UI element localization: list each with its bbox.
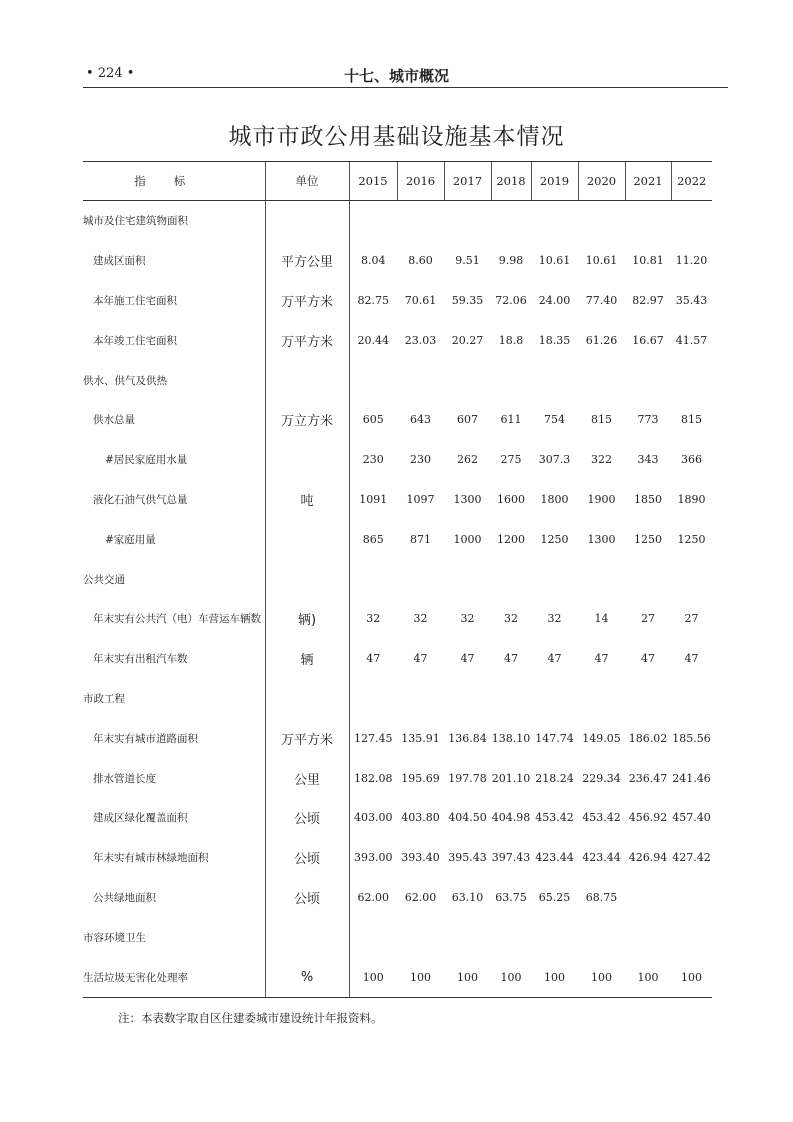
- cell-value: 8.60: [408, 254, 433, 268]
- cell-value: [397, 559, 444, 599]
- cell-value: 9.51: [455, 254, 480, 268]
- header-year: 2015: [349, 162, 397, 201]
- cell-value: [444, 360, 491, 400]
- cell-value: 18.8: [498, 333, 524, 347]
- cell-value: 1850: [634, 492, 662, 506]
- cell-value: 63.75: [495, 890, 527, 904]
- cell-value: 404.50: [448, 811, 487, 825]
- table-row: [83, 758, 712, 798]
- cell-value: 100: [671, 957, 712, 997]
- header-year: 2020: [578, 162, 625, 201]
- row-label: 年末实有城市林绿地面积: [93, 852, 209, 865]
- cell-value: 197.78: [448, 771, 487, 785]
- cell-value: 322: [591, 453, 612, 467]
- cell-value: [671, 679, 712, 719]
- cell-value: [578, 679, 625, 719]
- cell-value: [531, 360, 578, 400]
- row-unit: [265, 360, 349, 400]
- row-unit: 公顷: [265, 798, 349, 838]
- row-unit: 万平方米: [265, 281, 349, 321]
- cell-value: 16.67: [632, 333, 664, 347]
- cell-value: [531, 679, 578, 719]
- cell-value: [491, 917, 531, 957]
- row-unit: [265, 519, 349, 559]
- cell-value: [625, 917, 671, 957]
- cell-value: 230: [349, 440, 397, 480]
- row-label: 城市及住宅建筑物面积: [83, 215, 188, 228]
- row-unit: 辆): [265, 599, 349, 639]
- row-label: 市政工程: [83, 692, 125, 705]
- cell-value: [578, 917, 625, 957]
- table-row: [83, 639, 712, 679]
- chapter-header: 十七、城市概况: [343, 67, 449, 85]
- cell-value: 10.61: [538, 254, 571, 268]
- cell-value: 100: [625, 957, 671, 997]
- cell-value: 68.75: [585, 890, 618, 904]
- cell-value: 24.00: [538, 293, 571, 307]
- cell-value: 70.61: [404, 293, 437, 307]
- row-unit: [265, 679, 349, 719]
- cell-value: [625, 360, 671, 400]
- cell-value: 62.00: [404, 890, 437, 904]
- header-year: 2021: [625, 162, 671, 201]
- cell-value: 82.97: [632, 293, 664, 307]
- cell-value: [349, 679, 397, 719]
- cell-value: 11.20: [675, 254, 708, 268]
- cell-value: 1890: [677, 492, 706, 506]
- cell-value: 47: [349, 639, 397, 679]
- row-unit: 公顷: [265, 878, 349, 918]
- infrastructure-table: [83, 161, 712, 998]
- row-label: 排水管道长度: [93, 772, 156, 785]
- cell-value: 47: [504, 652, 518, 666]
- table-row: [83, 360, 712, 400]
- cell-value: 1250: [540, 532, 569, 546]
- cell-value: 10.81: [632, 254, 664, 268]
- cell-value: 47: [641, 652, 655, 666]
- cell-value: [349, 201, 397, 241]
- cell-value: 27: [684, 612, 699, 626]
- cell-value: 127.45: [349, 718, 397, 758]
- cell-value: 149.05: [582, 731, 621, 745]
- cell-value: [625, 878, 671, 918]
- cell-value: [444, 201, 491, 241]
- cell-value: 32: [413, 612, 428, 626]
- cell-value: 262: [457, 453, 478, 467]
- cell-value: [531, 201, 578, 241]
- cell-value: 32: [460, 612, 475, 626]
- row-label: 供水、供气及供热: [83, 374, 167, 387]
- cell-value: [444, 559, 491, 599]
- cell-value: 343: [637, 453, 659, 467]
- cell-value: 32: [547, 612, 562, 626]
- cell-value: 135.91: [401, 731, 440, 745]
- header-year: 2016: [397, 162, 444, 201]
- cell-value: 32: [349, 599, 397, 639]
- row-unit: [265, 201, 349, 241]
- cell-value: 77.40: [585, 293, 618, 307]
- table-row: [83, 400, 712, 440]
- header-indicator: 指标: [83, 162, 265, 201]
- table-row: [83, 241, 712, 281]
- cell-value: 136.84: [448, 731, 487, 745]
- cell-value: 865: [349, 519, 397, 559]
- cell-value: 307.3: [538, 453, 571, 467]
- row-unit: 公顷: [265, 838, 349, 878]
- row-unit: 辆: [265, 639, 349, 679]
- row-unit: 公里: [265, 758, 349, 798]
- cell-value: 201.10: [491, 771, 531, 785]
- cell-value: 185.56: [672, 731, 711, 745]
- cell-value: [444, 917, 491, 957]
- header-row: [83, 162, 712, 201]
- cell-value: 366: [681, 453, 702, 467]
- cell-value: 63.10: [451, 890, 484, 904]
- cell-value: 20.44: [349, 320, 397, 360]
- table-row: [83, 957, 712, 997]
- cell-value: 230: [410, 453, 431, 467]
- header-year: 2022: [671, 162, 712, 201]
- header-year: 2017: [444, 162, 491, 201]
- row-label: 公共绿地面积: [93, 891, 156, 904]
- cell-value: 871: [410, 532, 431, 546]
- cell-value: 403.80: [401, 811, 440, 825]
- cell-value: 1300: [453, 492, 482, 506]
- cell-value: 18.35: [538, 333, 571, 347]
- cell-value: 1097: [406, 492, 435, 506]
- row-unit: 平方公里: [265, 241, 349, 281]
- cell-value: [349, 360, 397, 400]
- cell-value: 393.00: [349, 838, 397, 878]
- row-label: 市容环境卫生: [83, 931, 146, 944]
- cell-value: 138.10: [491, 731, 531, 745]
- cell-value: 35.43: [675, 293, 708, 307]
- header-unit: 单位: [265, 162, 349, 201]
- row-label: #家庭用量: [105, 533, 156, 546]
- header-divider: [83, 87, 728, 88]
- table-row: [83, 917, 712, 957]
- cell-value: 62.00: [349, 878, 397, 918]
- cell-value: [491, 679, 531, 719]
- cell-value: [397, 917, 444, 957]
- cell-value: 10.61: [585, 254, 618, 268]
- cell-value: [397, 360, 444, 400]
- row-label: 供水总量: [93, 414, 135, 427]
- cell-value: 65.25: [538, 890, 571, 904]
- row-label: 建成区绿化覆盖面积: [93, 812, 188, 825]
- row-label: 液化石油气供气总量: [93, 493, 188, 506]
- table-note: 注：本表数字取自区住建委城市建设统计年报资料。: [118, 1011, 383, 1025]
- cell-value: 100: [444, 957, 491, 997]
- row-label: 年末实有城市道路面积: [93, 732, 198, 745]
- cell-value: 453.42: [535, 811, 574, 825]
- cell-value: 1900: [587, 492, 616, 506]
- row-label: 建成区面积: [93, 255, 146, 268]
- cell-value: 100: [531, 957, 578, 997]
- cell-value: 397.43: [491, 851, 531, 865]
- cell-value: 195.69: [401, 771, 440, 785]
- cell-value: 607: [457, 413, 478, 427]
- row-unit: 万平方米: [265, 718, 349, 758]
- cell-value: [625, 201, 671, 241]
- cell-value: 59.35: [451, 293, 484, 307]
- row-label: 公共交通: [83, 573, 125, 586]
- table-title: 城市市政公用基础设施基本情况: [228, 124, 565, 150]
- cell-value: [397, 679, 444, 719]
- row-unit: [265, 917, 349, 957]
- cell-value: 9.98: [498, 254, 524, 268]
- row-unit: [265, 440, 349, 480]
- cell-value: 218.24: [535, 771, 574, 785]
- cell-value: [349, 917, 397, 957]
- row-unit: 万平方米: [265, 320, 349, 360]
- cell-value: 773: [637, 413, 659, 427]
- cell-value: [578, 360, 625, 400]
- row-label: 本年施工住宅面积: [93, 294, 177, 307]
- cell-value: [625, 679, 671, 719]
- table-row: [83, 320, 712, 360]
- cell-value: 20.27: [451, 333, 484, 347]
- table-row: [83, 599, 712, 639]
- cell-value: 395.43: [448, 851, 487, 865]
- cell-value: 457.40: [672, 811, 711, 825]
- cell-value: [349, 559, 397, 599]
- row-unit: %: [265, 957, 349, 997]
- page-number: • 224 •: [86, 66, 135, 81]
- cell-value: [491, 559, 531, 599]
- cell-value: 186.02: [628, 731, 668, 745]
- cell-value: [671, 878, 712, 918]
- table-row: [83, 718, 712, 758]
- cell-value: 32: [504, 612, 518, 626]
- row-label: #居民家庭用水量: [105, 454, 188, 467]
- cell-value: 456.92: [628, 811, 668, 825]
- row-label: 年末实有公共汽（电）车营运车辆数: [93, 613, 261, 626]
- row-label: 年末实有出租汽车数: [93, 653, 188, 666]
- cell-value: 182.08: [349, 758, 397, 798]
- cell-value: 815: [591, 413, 612, 427]
- cell-value: 47: [460, 652, 475, 666]
- cell-value: 1250: [634, 532, 662, 546]
- cell-value: [671, 917, 712, 957]
- cell-value: 393.40: [401, 851, 440, 865]
- table-row: [83, 480, 712, 520]
- row-unit: 吨: [265, 480, 349, 520]
- table-row: [83, 559, 712, 599]
- cell-value: 275: [500, 453, 522, 467]
- cell-value: 1300: [587, 532, 616, 546]
- cell-value: 754: [544, 413, 565, 427]
- cell-value: 611: [500, 413, 522, 427]
- table-row: [83, 281, 712, 321]
- table-row: [83, 878, 712, 918]
- cell-value: [578, 559, 625, 599]
- cell-value: 453.42: [582, 811, 621, 825]
- cell-value: 47: [594, 652, 609, 666]
- cell-value: 47: [547, 652, 562, 666]
- cell-value: 1250: [677, 532, 706, 546]
- cell-value: 236.47: [628, 771, 668, 785]
- table-row: [83, 201, 712, 241]
- cell-value: 241.46: [672, 771, 711, 785]
- header-year: 2018: [491, 162, 531, 201]
- cell-value: 61.26: [585, 333, 618, 347]
- cell-value: 605: [349, 400, 397, 440]
- cell-value: 41.57: [675, 333, 708, 347]
- cell-value: 100: [397, 957, 444, 997]
- table-row: [83, 440, 712, 480]
- cell-value: 47: [684, 652, 699, 666]
- cell-value: 23.03: [404, 333, 437, 347]
- table-row: [83, 519, 712, 559]
- cell-value: 1000: [453, 532, 482, 546]
- cell-value: [671, 559, 712, 599]
- cell-value: 427.42: [672, 851, 711, 865]
- cell-value: [531, 917, 578, 957]
- cell-value: 423.44: [535, 851, 574, 865]
- cell-value: [397, 201, 444, 241]
- cell-value: 229.34: [582, 771, 621, 785]
- cell-value: 404.98: [491, 811, 531, 825]
- cell-value: 100: [578, 957, 625, 997]
- header-year: 2019: [531, 162, 578, 201]
- row-unit: 万立方米: [265, 400, 349, 440]
- cell-value: [625, 559, 671, 599]
- cell-value: 27: [641, 612, 655, 626]
- cell-value: 147.74: [535, 731, 574, 745]
- cell-value: [578, 201, 625, 241]
- cell-value: 14: [594, 612, 609, 626]
- cell-value: 643: [410, 413, 431, 427]
- cell-value: 8.04: [349, 241, 397, 281]
- cell-value: 815: [681, 413, 702, 427]
- cell-value: 1800: [540, 492, 569, 506]
- table-row: [83, 798, 712, 838]
- row-label: 生活垃圾无害化处理率: [83, 957, 265, 997]
- row-unit: [265, 559, 349, 599]
- cell-value: 82.75: [349, 281, 397, 321]
- cell-value: [444, 679, 491, 719]
- row-label: 本年竣工住宅面积: [93, 334, 177, 347]
- table-row: [83, 679, 712, 719]
- cell-value: 1200: [497, 532, 525, 546]
- cell-value: 426.94: [628, 851, 668, 865]
- cell-value: [671, 360, 712, 400]
- cell-value: [491, 201, 531, 241]
- cell-value: 1600: [497, 492, 525, 506]
- cell-value: 100: [349, 957, 397, 997]
- cell-value: 72.06: [495, 293, 527, 307]
- cell-value: [671, 201, 712, 241]
- table-row: [83, 838, 712, 878]
- cell-value: 403.00: [349, 798, 397, 838]
- cell-value: 47: [413, 652, 428, 666]
- cell-value: 1091: [349, 480, 397, 520]
- cell-value: [531, 559, 578, 599]
- cell-value: [491, 360, 531, 400]
- cell-value: 423.44: [582, 851, 621, 865]
- cell-value: 100: [491, 957, 531, 997]
